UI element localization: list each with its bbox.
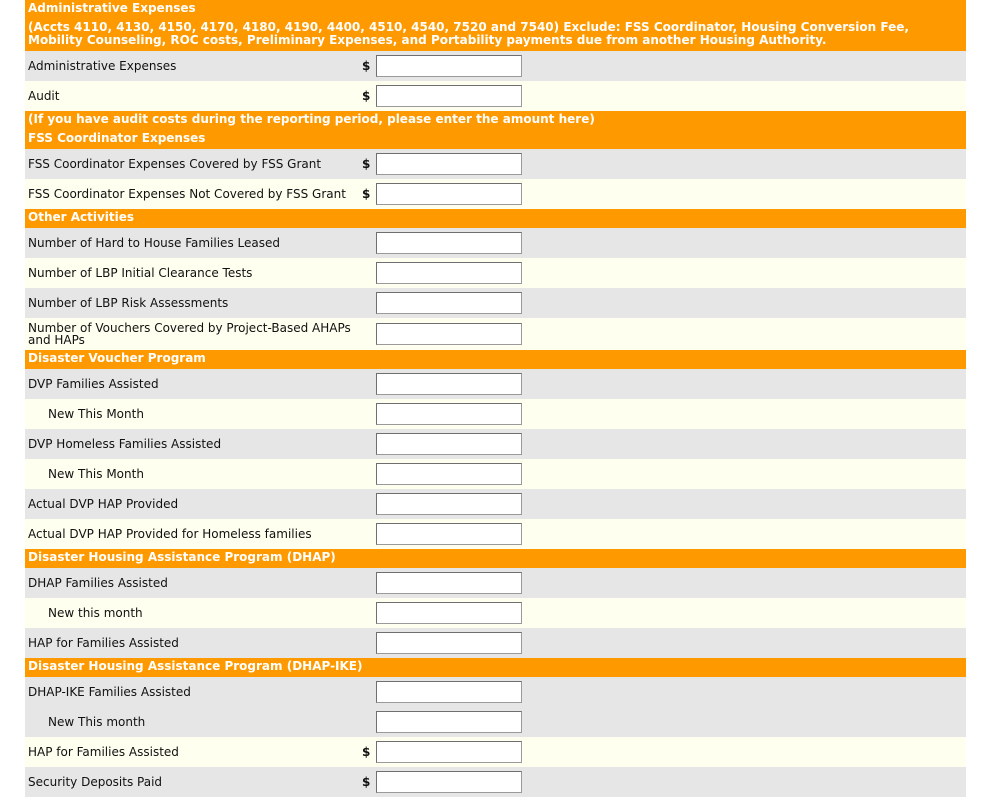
row-ike-hap [25,737,966,767]
dollar-sign: $ [362,187,371,201]
field-label: Actual DVP HAP Provided [28,497,179,511]
section-note: (Accts 4110, 4130, 4150, 4170, 4180, 4190, 4400, 4510, 4540, 7520 and 7540) Exclude: FSS Coordinator, Housing Conversion Fee, Mobility Counseling, ROC costs, Preliminary Expenses, and Portability payments due from another Housing Authority. [28,20,909,47]
dvp-hap-input[interactable] [376,493,522,515]
admin-expenses-input[interactable] [376,55,522,77]
ike-new-input[interactable] [376,711,522,733]
section-header-fss [25,111,966,149]
field-label: DHAP Families Assisted [28,576,168,590]
row-dvp-homeless [25,429,966,459]
hard-to-house-input[interactable] [376,232,522,254]
field-label: HAP for Families Assisted [28,745,179,759]
lbp-risk-input[interactable] [376,292,522,314]
field-label: DVP Homeless Families Assisted [28,437,222,451]
field-label: Number of LBP Initial Clearance Tests [28,266,253,280]
dvp-families-new-input[interactable] [376,403,522,425]
row-dvp-families [25,369,966,399]
section-note: (If you have audit costs during the reporting period, please enter the amount here) [28,112,595,126]
dhap-families-input[interactable] [376,572,522,594]
ike-hap-input[interactable] [376,741,522,763]
section-title: Other Activities [28,210,135,224]
section-header-other [25,209,966,228]
section-title: Administrative Expenses [28,1,196,15]
dhap-new-input[interactable] [376,602,522,624]
section-title: FSS Coordinator Expenses [28,131,206,145]
row-dvp-homeless-new [25,459,966,489]
dollar-sign: $ [362,89,371,103]
field-label: Number of LBP Risk Assessments [28,296,229,310]
field-label: DHAP-IKE Families Assisted [28,685,191,699]
row-dvp-hap-homeless [25,519,966,549]
dollar-sign: $ [362,157,371,171]
section-title: Disaster Housing Assistance Program (DHAP-IKE) [28,659,363,673]
dollar-sign: $ [362,745,371,759]
dvp-hap-homeless-input[interactable] [376,523,522,545]
dhap-hap-input[interactable] [376,632,522,654]
row-fss-not-covered [25,179,966,209]
row-hard-to-house [25,228,966,258]
field-label: FSS Coordinator Expenses Not Covered by FSS Grant [28,187,346,201]
field-label: Actual DVP HAP Provided for Homeless families [28,527,312,541]
section-header-admin [25,0,966,51]
field-label: New this month [48,606,143,620]
section-header-dvp [25,350,966,369]
dvp-homeless-input[interactable] [376,433,522,455]
row-ike-new [25,707,966,737]
audit-input[interactable] [376,85,522,107]
section-header-dhap [25,549,966,568]
section-header-dhap-ike [25,658,966,677]
field-label: Number of Hard to House Families Leased [28,236,280,250]
row-fss-covered [25,149,966,179]
field-label: HAP for Families Assisted [28,636,179,650]
dollar-sign: $ [362,59,371,73]
field-label: Administrative Expenses [28,59,177,73]
dvp-families-input[interactable] [376,373,522,395]
section-title: Disaster Voucher Program [28,351,206,365]
field-label: New This Month [48,407,144,421]
field-label: FSS Coordinator Expenses Covered by FSS Grant [28,157,322,171]
vouchers-project-based-input[interactable] [376,323,522,345]
section-title: Disaster Housing Assistance Program (DHAP) [28,550,336,564]
row-audit [25,81,966,111]
row-lbp-clearance [25,258,966,288]
field-label: DVP Families Assisted [28,377,159,391]
ike-deposits-input[interactable] [376,771,522,793]
row-ike-families [25,677,966,707]
row-dhap-families [25,568,966,598]
fss-covered-input[interactable] [376,153,522,175]
row-vouchers-project-based [25,318,966,350]
field-label: New This Month [48,467,144,481]
row-dvp-hap [25,489,966,519]
ike-families-input[interactable] [376,681,522,703]
row-dhap-hap [25,628,966,658]
lbp-clearance-input[interactable] [376,262,522,284]
row-lbp-risk [25,288,966,318]
dollar-sign: $ [362,775,371,789]
field-label: New This month [48,715,146,729]
row-admin-expenses [25,51,966,81]
report-form [25,0,966,797]
field-label: Audit [28,89,60,103]
field-label: Number of Vouchers Covered by Project-Based AHAPs and HAPs [28,321,351,347]
field-label: Security Deposits Paid [28,775,163,789]
row-dhap-new [25,598,966,628]
row-dvp-families-new [25,399,966,429]
fss-not-covered-input[interactable] [376,183,522,205]
dvp-homeless-new-input[interactable] [376,463,522,485]
